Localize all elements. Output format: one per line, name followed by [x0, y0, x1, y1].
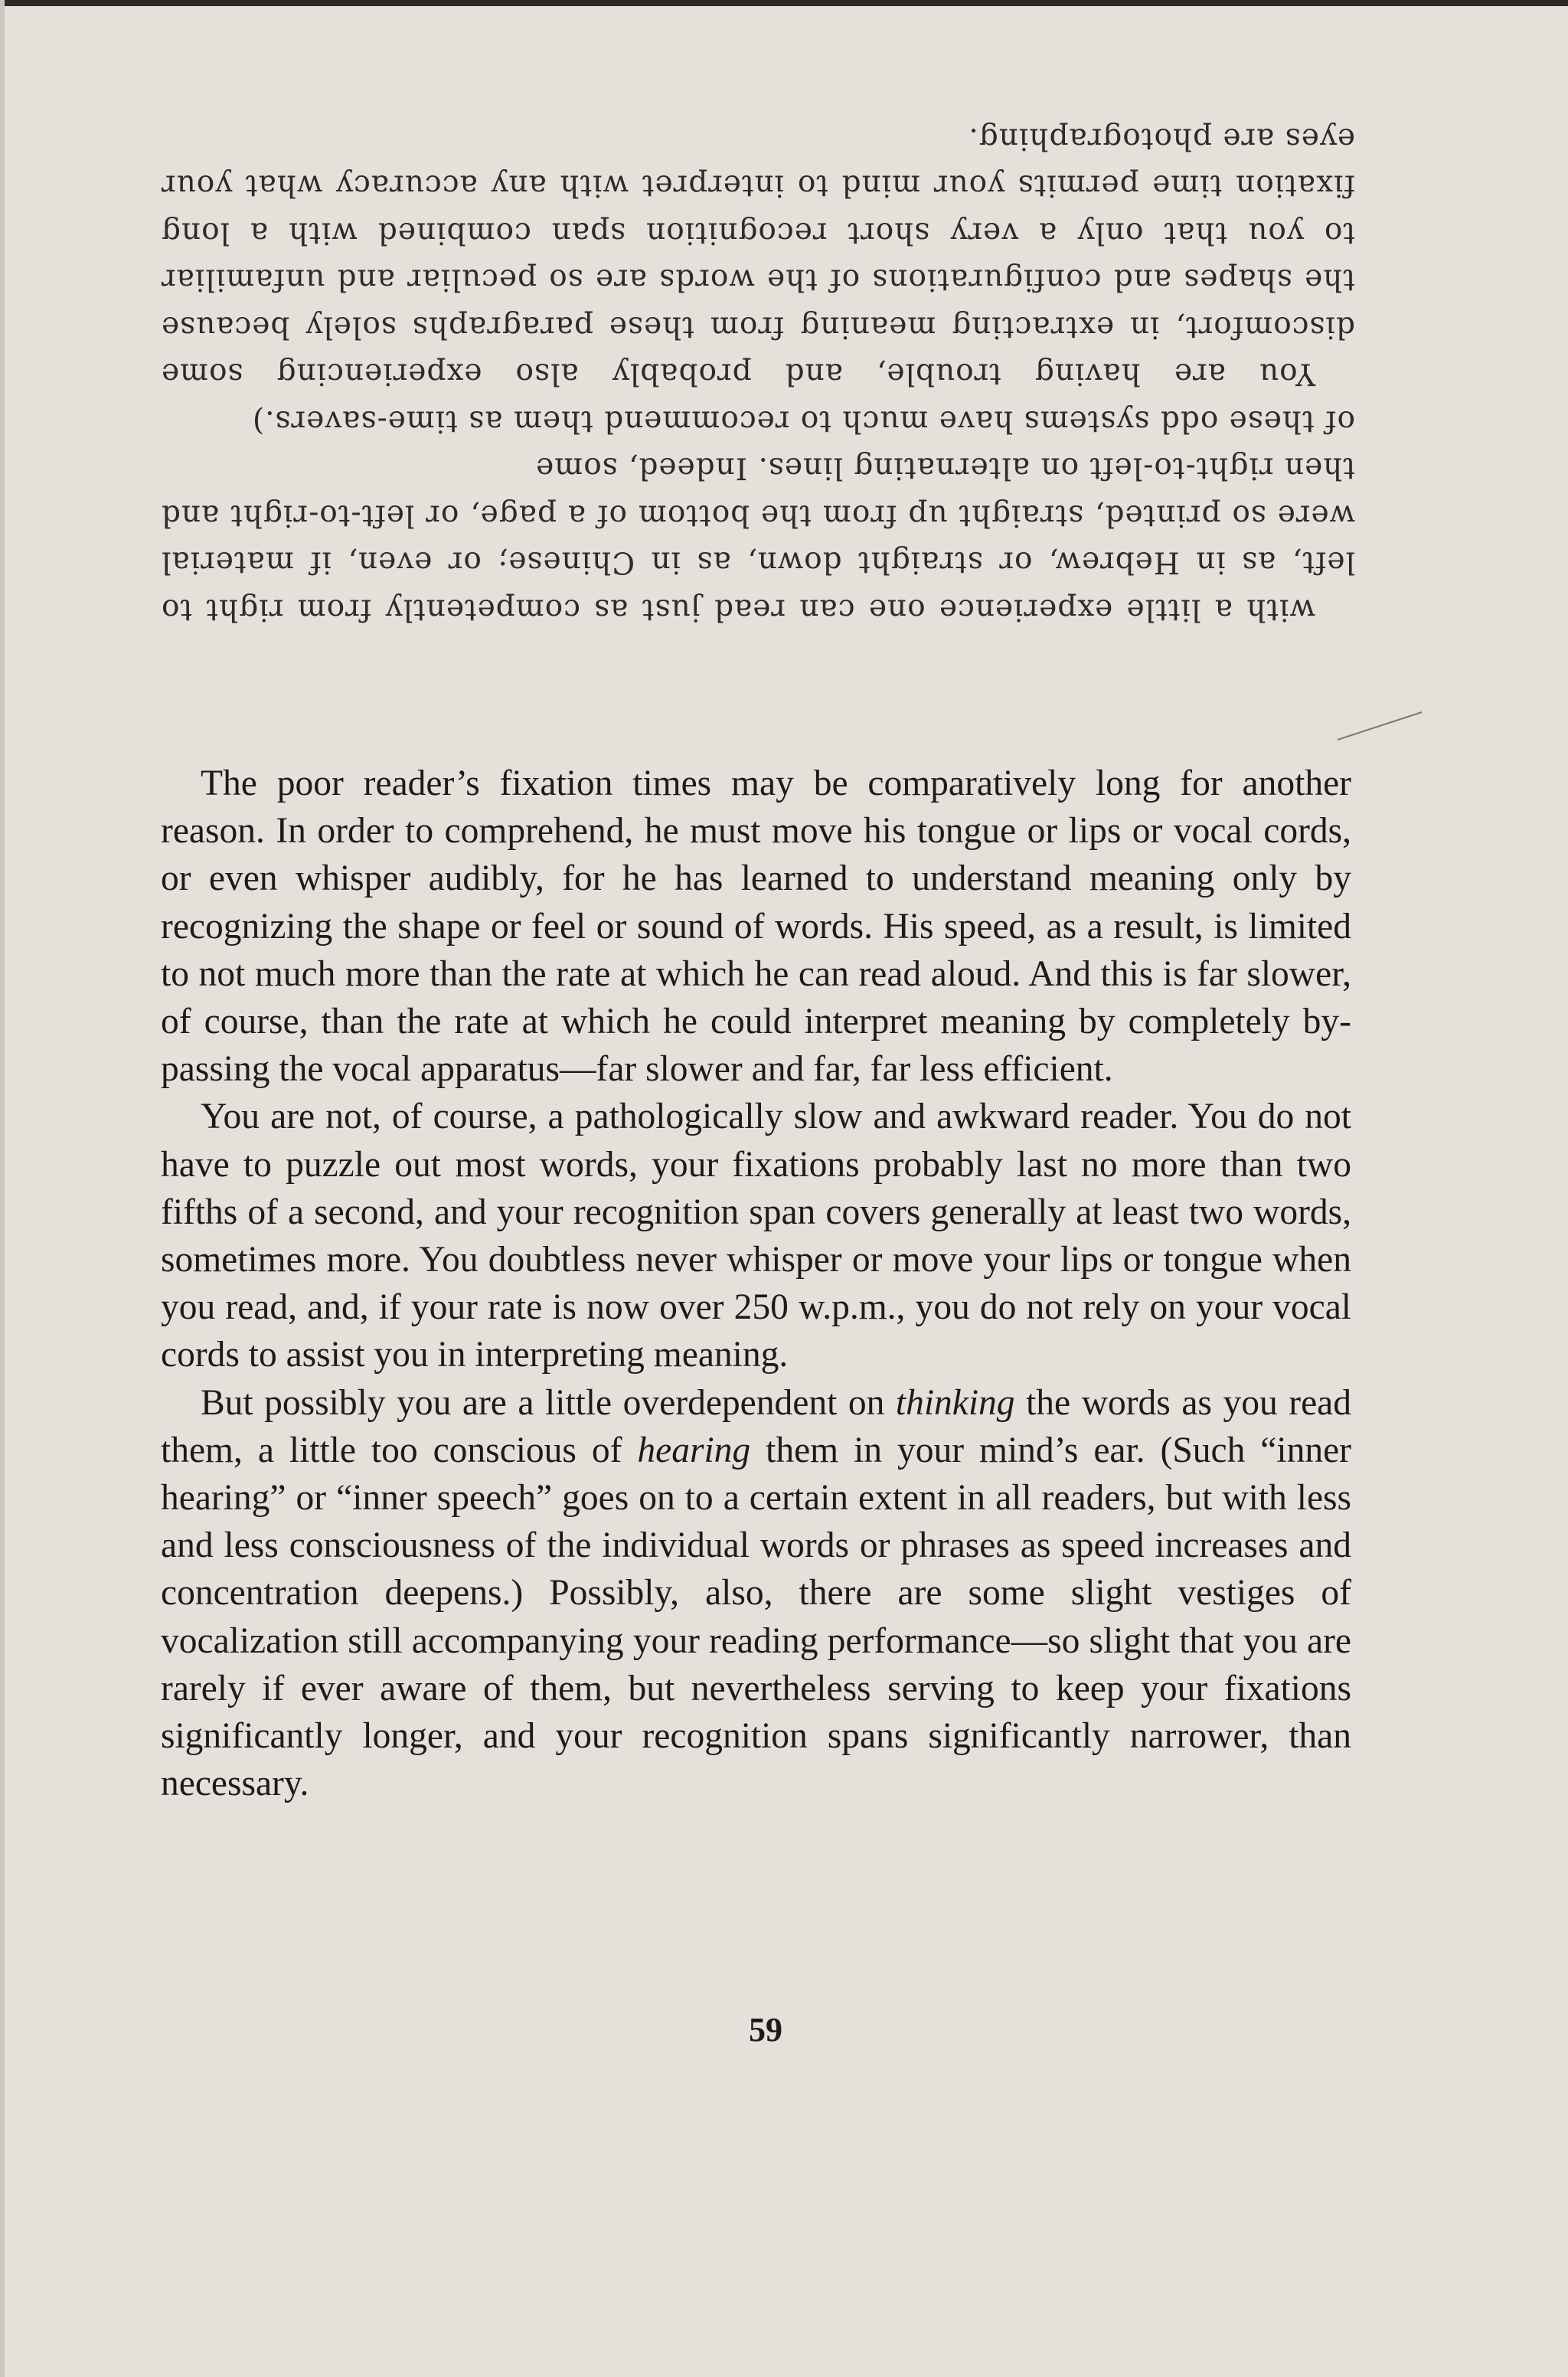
upside-down-paragraph: You are having trouble, and probably also experiencing some discomfort, in extracting meaning from these paragraphs solely because the shapes and configurations of the words are so peculiar and unfamiliar to you that only a very short recognition span combined with a long fixation time permits your mind to interpret with any accuracy what your eyes are photographing. — [161, 121, 1355, 391]
body-paragraph: The poor reader’s fixation times may be comparatively long for another reason. In order to comprehend, he must move his tongue or lips or vocal cords, or even whisper audibly, for he has learned to understand meaning only by recognizing the shape or feel or sound of words. His speed, as a result, is limited to not much more than the rate at which he can read aloud. And this is far slower, of course, than the rate at which he could interpret meaning by completely by-passing the vocal apparatus—far slower and far, far less efficient. — [161, 763, 1351, 1090]
emphasis-thinking: thinking — [895, 1382, 1015, 1423]
text-run: But possibly you are a little overdependent on — [201, 1382, 896, 1423]
pencil-mark-icon — [1336, 711, 1424, 741]
text-run: the words as you read them, a little too conscious of — [161, 1382, 1351, 1470]
upside-down-paragraph: with a little experience one can read just as competently from right to left, as in Hebrew, or straight down, as in Chinese; or even, if material were so printed, straight up from the bottom of a page, or left-to-right and then right-to-left on alternating lines. Indeed, some — [161, 451, 1355, 627]
body-paragraph: You are not, of course, a pathologically slow and awkward reader. You do not have to puzzle out most words, your fixations probably last no more than two fifths of a second, and your recognition span covers generally at least two words, sometimes more. You doubtless never whisper or move your lips or tongue when you read, and, if your rate is now over 250 w.p.m., you do not rely on your vocal cords to assist you in interpreting meaning. — [161, 1097, 1351, 1375]
body-text — [161, 760, 1351, 1807]
text-run: them in your mind’s ear. (Such “inner hearing” or “inner speech” goes on to a certain extent in all readers, but with less and less consciousness of the individual words or phrases as speed increases and concentration deepens.) Possibly, also, there are some slight vestiges of vocalization still accompanying your reading performance—so slight that you are rarely if ever aware of them, but nevertheless serving to keep your fixations significantly longer, and your recognition spans significantly narrower, than necessary. — [161, 1430, 1351, 1804]
emphasis-hearing: hearing — [637, 1430, 751, 1470]
page-number: 59 — [749, 2011, 782, 2048]
body-paragraph — [161, 1379, 1351, 1808]
upside-down-paragraph: of these odd systems have much to recommend them as time-savers.) — [251, 404, 1355, 439]
upside-down-text-block — [161, 115, 1355, 633]
page-top-edge — [0, 0, 1568, 6]
